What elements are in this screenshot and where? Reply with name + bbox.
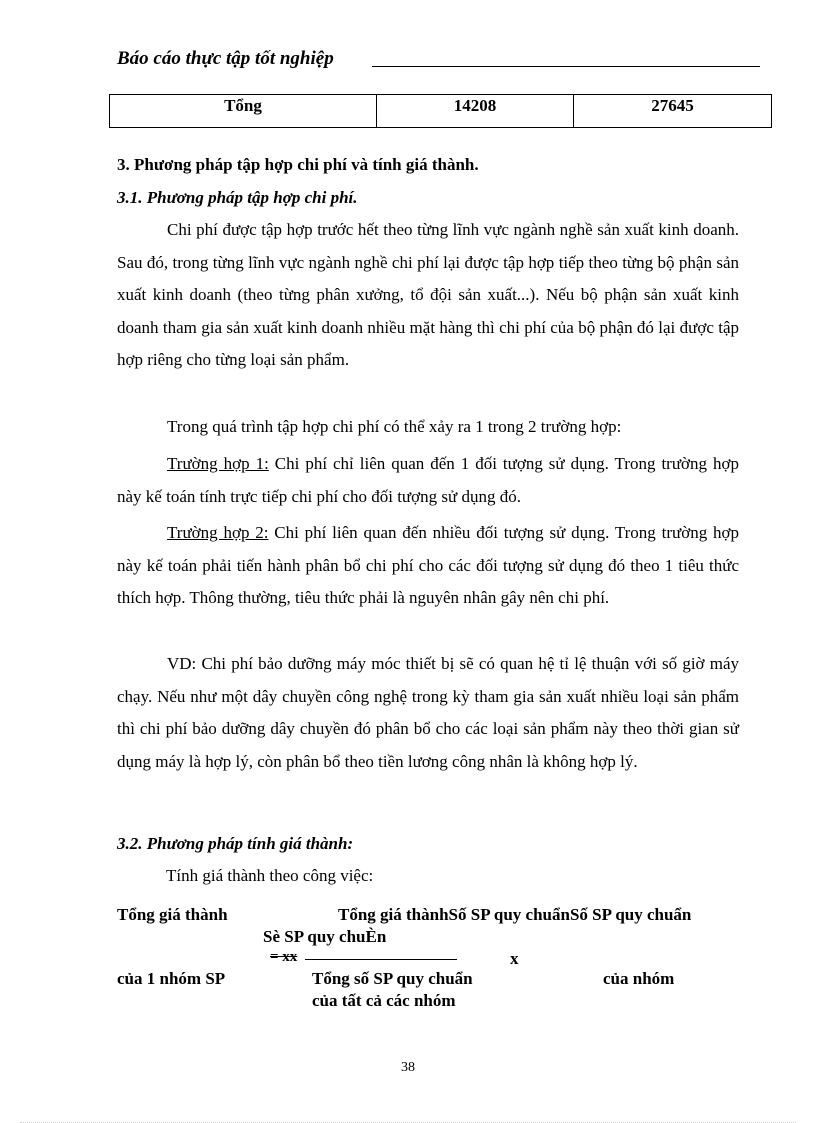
paragraph-1: Chi phí được tập hợp trước hết theo từng lĩnh vực ngành nghề sản xuất kinh doanh. Sau đó, trong từng lĩnh vực ngành nghề chi phí lại được tập hợp tiếp theo từng bộ phận sản xuất kinh doanh (theo từng phân xưởng, tổ đội sản xuất...). Nếu bộ phận sản xuất kinh doanh tham gia sản xuất kinh doanh nhiều mặt hàng thì chi phí của bộ phận đó lại được tập hợp riêng cho từng loại sản phẩm.: [117, 220, 739, 369]
section-3-1-heading: 3.1. Phương pháp tập hợp chi phí.: [117, 188, 358, 207]
formula-times: x: [510, 949, 519, 968]
formula-numerator: Tổng giá thànhSố SP quy chuẩnSố SP quy chuẩn: [338, 905, 692, 924]
header-rule: [372, 66, 760, 67]
section-3-2-heading: 3.2. Phương pháp tính giá thành:: [117, 834, 354, 853]
section-3-2-intro: Tính giá thành theo công việc:: [166, 866, 374, 885]
formula-equals: = xx: [270, 949, 298, 965]
case-1-text: Chi phí chỉ liên quan đến 1 đối tượng sử dụng. Trong trường hợp này kế toán tính trực tiếp chi phí cho đối tượng sử dụng đó.: [117, 454, 739, 506]
table-cell-value-2: 27645: [574, 95, 772, 128]
formula-right-bottom: của nhóm: [603, 969, 675, 988]
example-paragraph: VD: Chi phí bảo dưỡng máy móc thiết bị sẽ có quan hệ tỉ lệ thuận với số giờ máy chạy. Nếu như một dây chuyền công nghệ trong kỳ tham gia sản xuất nhiều loại sản phẩm thì chi phí bảo dưỡng dây chuyền đó phân bổ cho các loại sản phẩm này theo thời gian sử dụng máy là hợp lý, còn phân bổ theo tiền lương công nhân là không hợp lý.: [117, 654, 739, 771]
table-cell-label: Tổng: [110, 95, 377, 128]
page-number: 38: [401, 1060, 415, 1075]
formula-denominator-2: của tất cả các nhóm: [312, 991, 456, 1010]
table-row: [110, 95, 772, 128]
formula-denominator-1: Tổng số SP quy chuẩn: [312, 969, 473, 988]
section-3-heading: 3. Phương pháp tập hợp chi phí và tính giá thành.: [117, 155, 479, 174]
document-header-title: Báo cáo thực tập tốt nghiệp: [117, 48, 334, 69]
case-2-label: Trường hợp 2:: [167, 523, 269, 542]
case-1-paragraph: [117, 448, 739, 513]
table-cell-value-1: 14208: [377, 95, 574, 128]
formula-left-top: Tổng giá thành: [117, 905, 228, 924]
case-2-paragraph: [117, 517, 739, 615]
formula-garbled-label: Sè SP quy chuÈn: [263, 927, 387, 946]
paragraph-2: Trong quá trình tập hợp chi phí có thể xảy ra 1 trong 2 trường hợp:: [167, 417, 622, 436]
formula-left-bottom: của 1 nhóm SP: [117, 969, 226, 988]
case-1-label: Trường hợp 1:: [167, 454, 269, 473]
formula-fraction-bar: [305, 959, 457, 960]
total-table: [109, 94, 772, 128]
case-2-text: Chi phí liên quan đến nhiều đối tượng sử dụng. Trong trường hợp này kế toán phải tiến hành phân bổ chi phí cho các đối tượng sử dụng đó theo 1 tiêu thức thích hợp. Thông thường, tiêu thức phải là nguyên nhân gây nên chi phí.: [117, 523, 739, 607]
